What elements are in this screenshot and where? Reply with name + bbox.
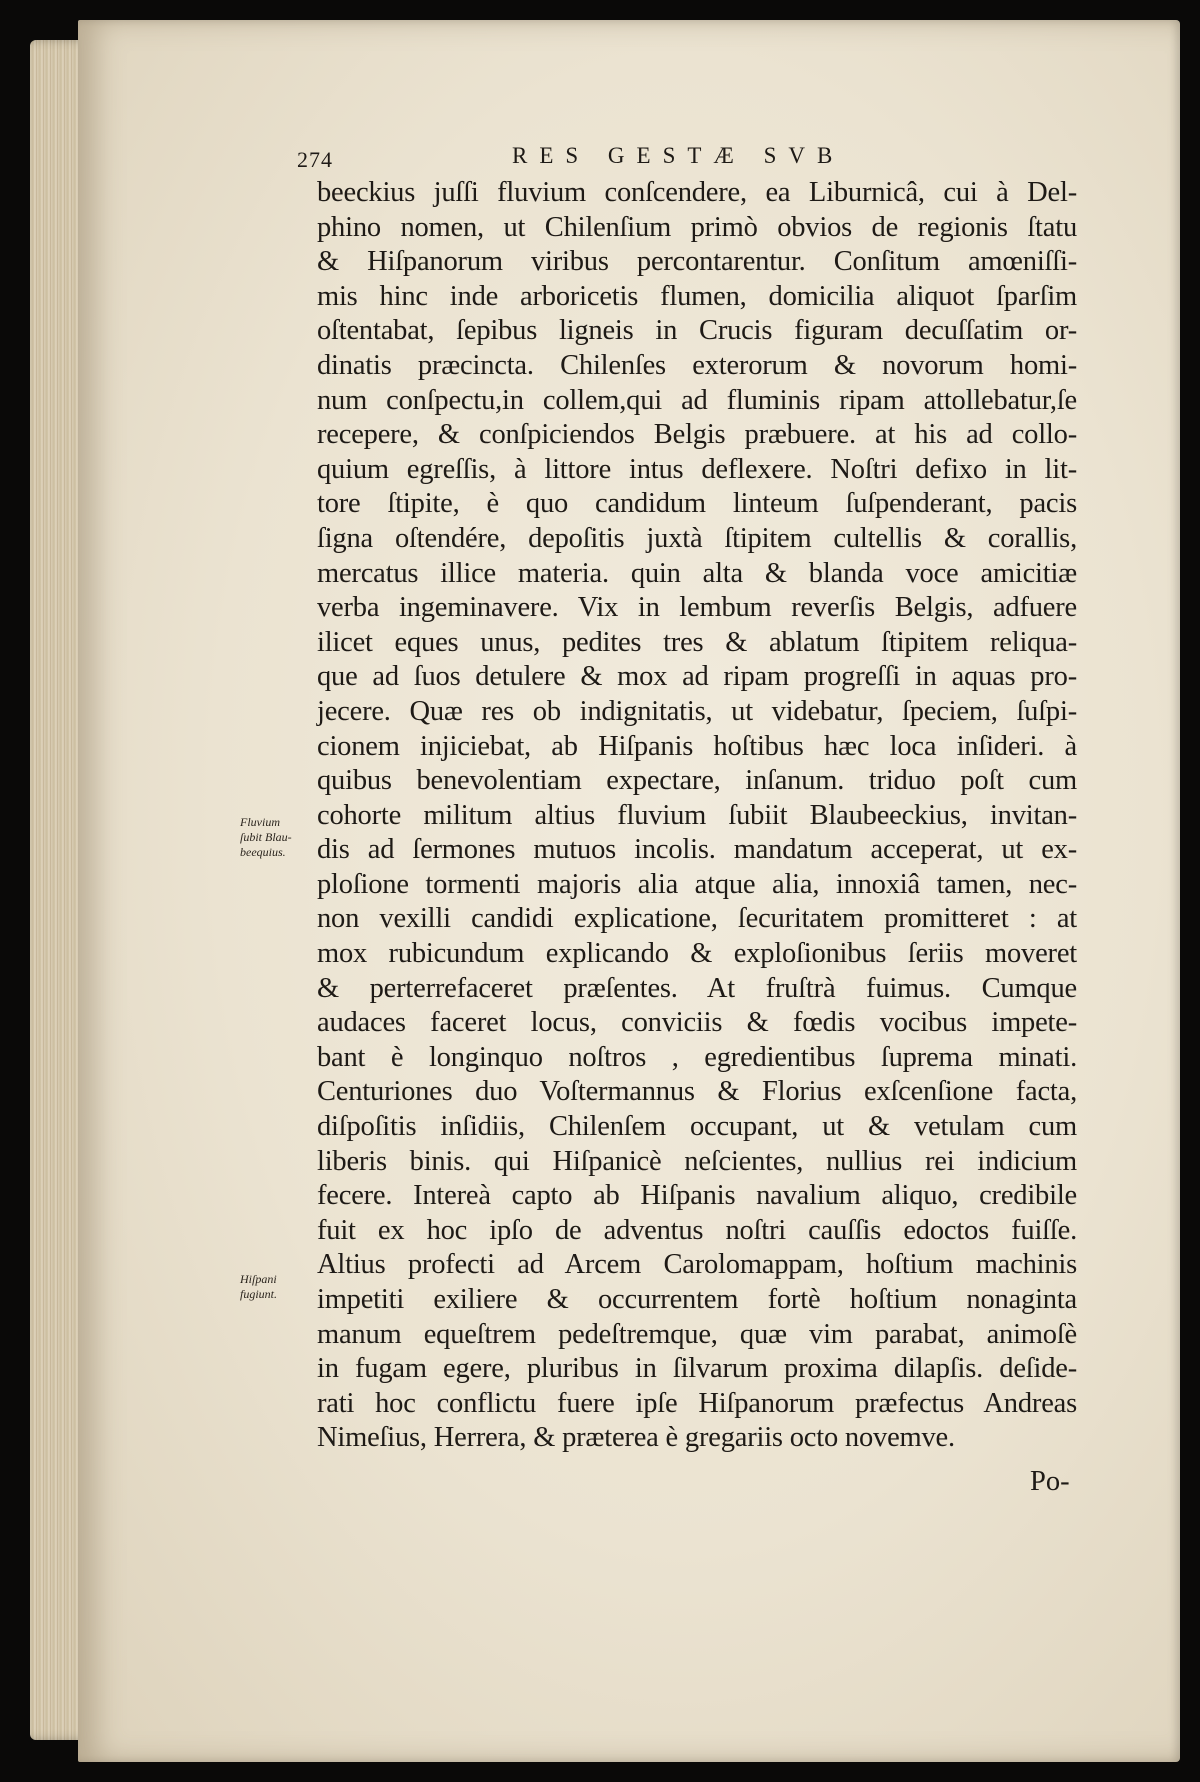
text-line: phino nomen, ut Chilenſium primò obvios de regionis ſtatu	[317, 211, 1077, 243]
text-line: & Hiſpanorum viribus percontarentur. Conſitum amœniſſi-	[317, 246, 1077, 278]
text-line: beeckius juſſi fluvium conſcendere, ea Liburnicâ, cui à Del-	[317, 177, 1077, 208]
text-line: ilicet eques unus, pedites tres & ablatum ſtipitem reliqua-	[317, 626, 1077, 658]
text-line: jecere. Quæ res ob indignitatis, ut videbatur, ſpeciem, ſuſpi-	[317, 695, 1077, 727]
text-line: mox rubicundum explicando & exploſionibus ſeriis moveret	[317, 938, 1077, 970]
text-line: & perterrefaceret præſentes. At fruſtrà fuimus. Cumque	[317, 972, 1077, 1004]
page-header	[297, 143, 1077, 179]
text-line: fuit ex hoc ipſo de adventus noſtri cauſſis edoctos fuiſſe.	[317, 1214, 1077, 1246]
text-line: diſpoſitis inſidiis, Chilenſem occupant, ut & vetulam cum	[317, 1111, 1077, 1143]
text-line: bant è longinquo noſtros , egredientibus ſuprema minati.	[317, 1041, 1077, 1073]
text-line: tore ſtipite, è quo candidum linteum ſuſpenderant, pacis	[317, 488, 1077, 520]
marginal-note-line: fugiunt.	[240, 1287, 278, 1301]
marginal-note-line: Fluvium	[240, 815, 280, 829]
page-number: 274	[297, 147, 333, 172]
catchword: Po-	[1030, 1466, 1070, 1497]
text-line: non vexilli candidi explicatione, ſecuritatem promitteret : at	[317, 903, 1077, 935]
marginal-note-line: ſubit Blau-	[240, 830, 292, 844]
text-line: quium egreſſis, à littore intus deflexere. Noſtri defixo in lit-	[317, 453, 1077, 485]
text-line: audaces faceret locus, conviciis & fœdis vocibus impete-	[317, 1007, 1077, 1039]
text-line: manum equeſtrem pedeſtremque, quæ vim parabat, animoſè	[317, 1318, 1077, 1350]
text-line: ploſione tormenti majoris alia atque alia, innoxiâ tamen, nec-	[317, 868, 1077, 900]
text-line: que ad ſuos detulere & mox ad ripam progreſſi in aquas pro-	[317, 661, 1077, 693]
text-line: rati hoc conflictu fuere ipſe Hiſpanorum præfectus Andreas	[317, 1387, 1077, 1419]
text-line: mis hinc inde arboricetis flumen, domicilia aliquot ſparſim	[317, 280, 1077, 312]
text-line: verba ingeminavere. Vix in lembum reverſis Belgis, adfuere	[317, 592, 1077, 624]
text-line: liberis binis. qui Hiſpanicè neſcientes, nullius rei indicium	[317, 1145, 1077, 1177]
body-text	[317, 176, 1077, 1456]
marginal-note	[240, 815, 310, 860]
marginal-note-line: beequius.	[240, 845, 286, 859]
text-line: quibus benevolentiam expectare, inſanum. triduo poſt cum	[317, 765, 1077, 797]
text-line: Altius profecti ad Arcem Carolomappam, hoſtium machinis	[317, 1249, 1077, 1281]
text-line: mercatus illice materia. quin alta & blanda voce amicitiæ	[317, 557, 1077, 589]
text-line: cionem injiciebat, ab Hiſpanis hoſtibus hæc loca inſideri. à	[317, 730, 1077, 762]
text-line: num conſpectu,in collem,qui ad fluminis ripam attollebatur,ſe	[317, 384, 1077, 416]
text-line: impetiti exiliere & occurrentem fortè hoſtium nonaginta	[317, 1284, 1077, 1315]
text-line: in fugam egere, pluribus in ſilvarum proxima dilapſis. deſide-	[317, 1353, 1077, 1385]
running-head: RES GESTÆ SVB	[512, 143, 845, 168]
text-line: fecere. Intereà capto ab Hiſpanis navalium aliquo, credibile	[317, 1180, 1077, 1212]
text-line: Centuriones duo Voſtermannus & Florius exſcenſione facta,	[317, 1076, 1077, 1108]
text-line: dis ad ſermones mutuos incolis. mandatum acceperat, ut ex-	[317, 834, 1077, 866]
text-line: Nimeſius, Herrera, & prætereа è gregariis octo novemve.	[317, 1422, 955, 1454]
text-line: oſtentabat, ſepibus ligneis in Crucis figuram decuſſatim or-	[317, 315, 1077, 347]
text-line: dinatis præcincta. Chilenſes exterorum & novorum homi-	[317, 349, 1077, 381]
text-line: cohorte militum altius fluvium ſubiit Blaubeeckius, invitan-	[317, 799, 1077, 831]
text-line: recepere, & conſpiciendos Belgis præbuere. at his ad collo-	[317, 419, 1077, 451]
text-line: ſigna oſtendére, depoſitis juxtà ſtipitem cultellis & corallis,	[317, 522, 1077, 554]
marginal-note	[240, 1272, 310, 1302]
marginal-note-line: Hiſpani	[240, 1272, 277, 1286]
